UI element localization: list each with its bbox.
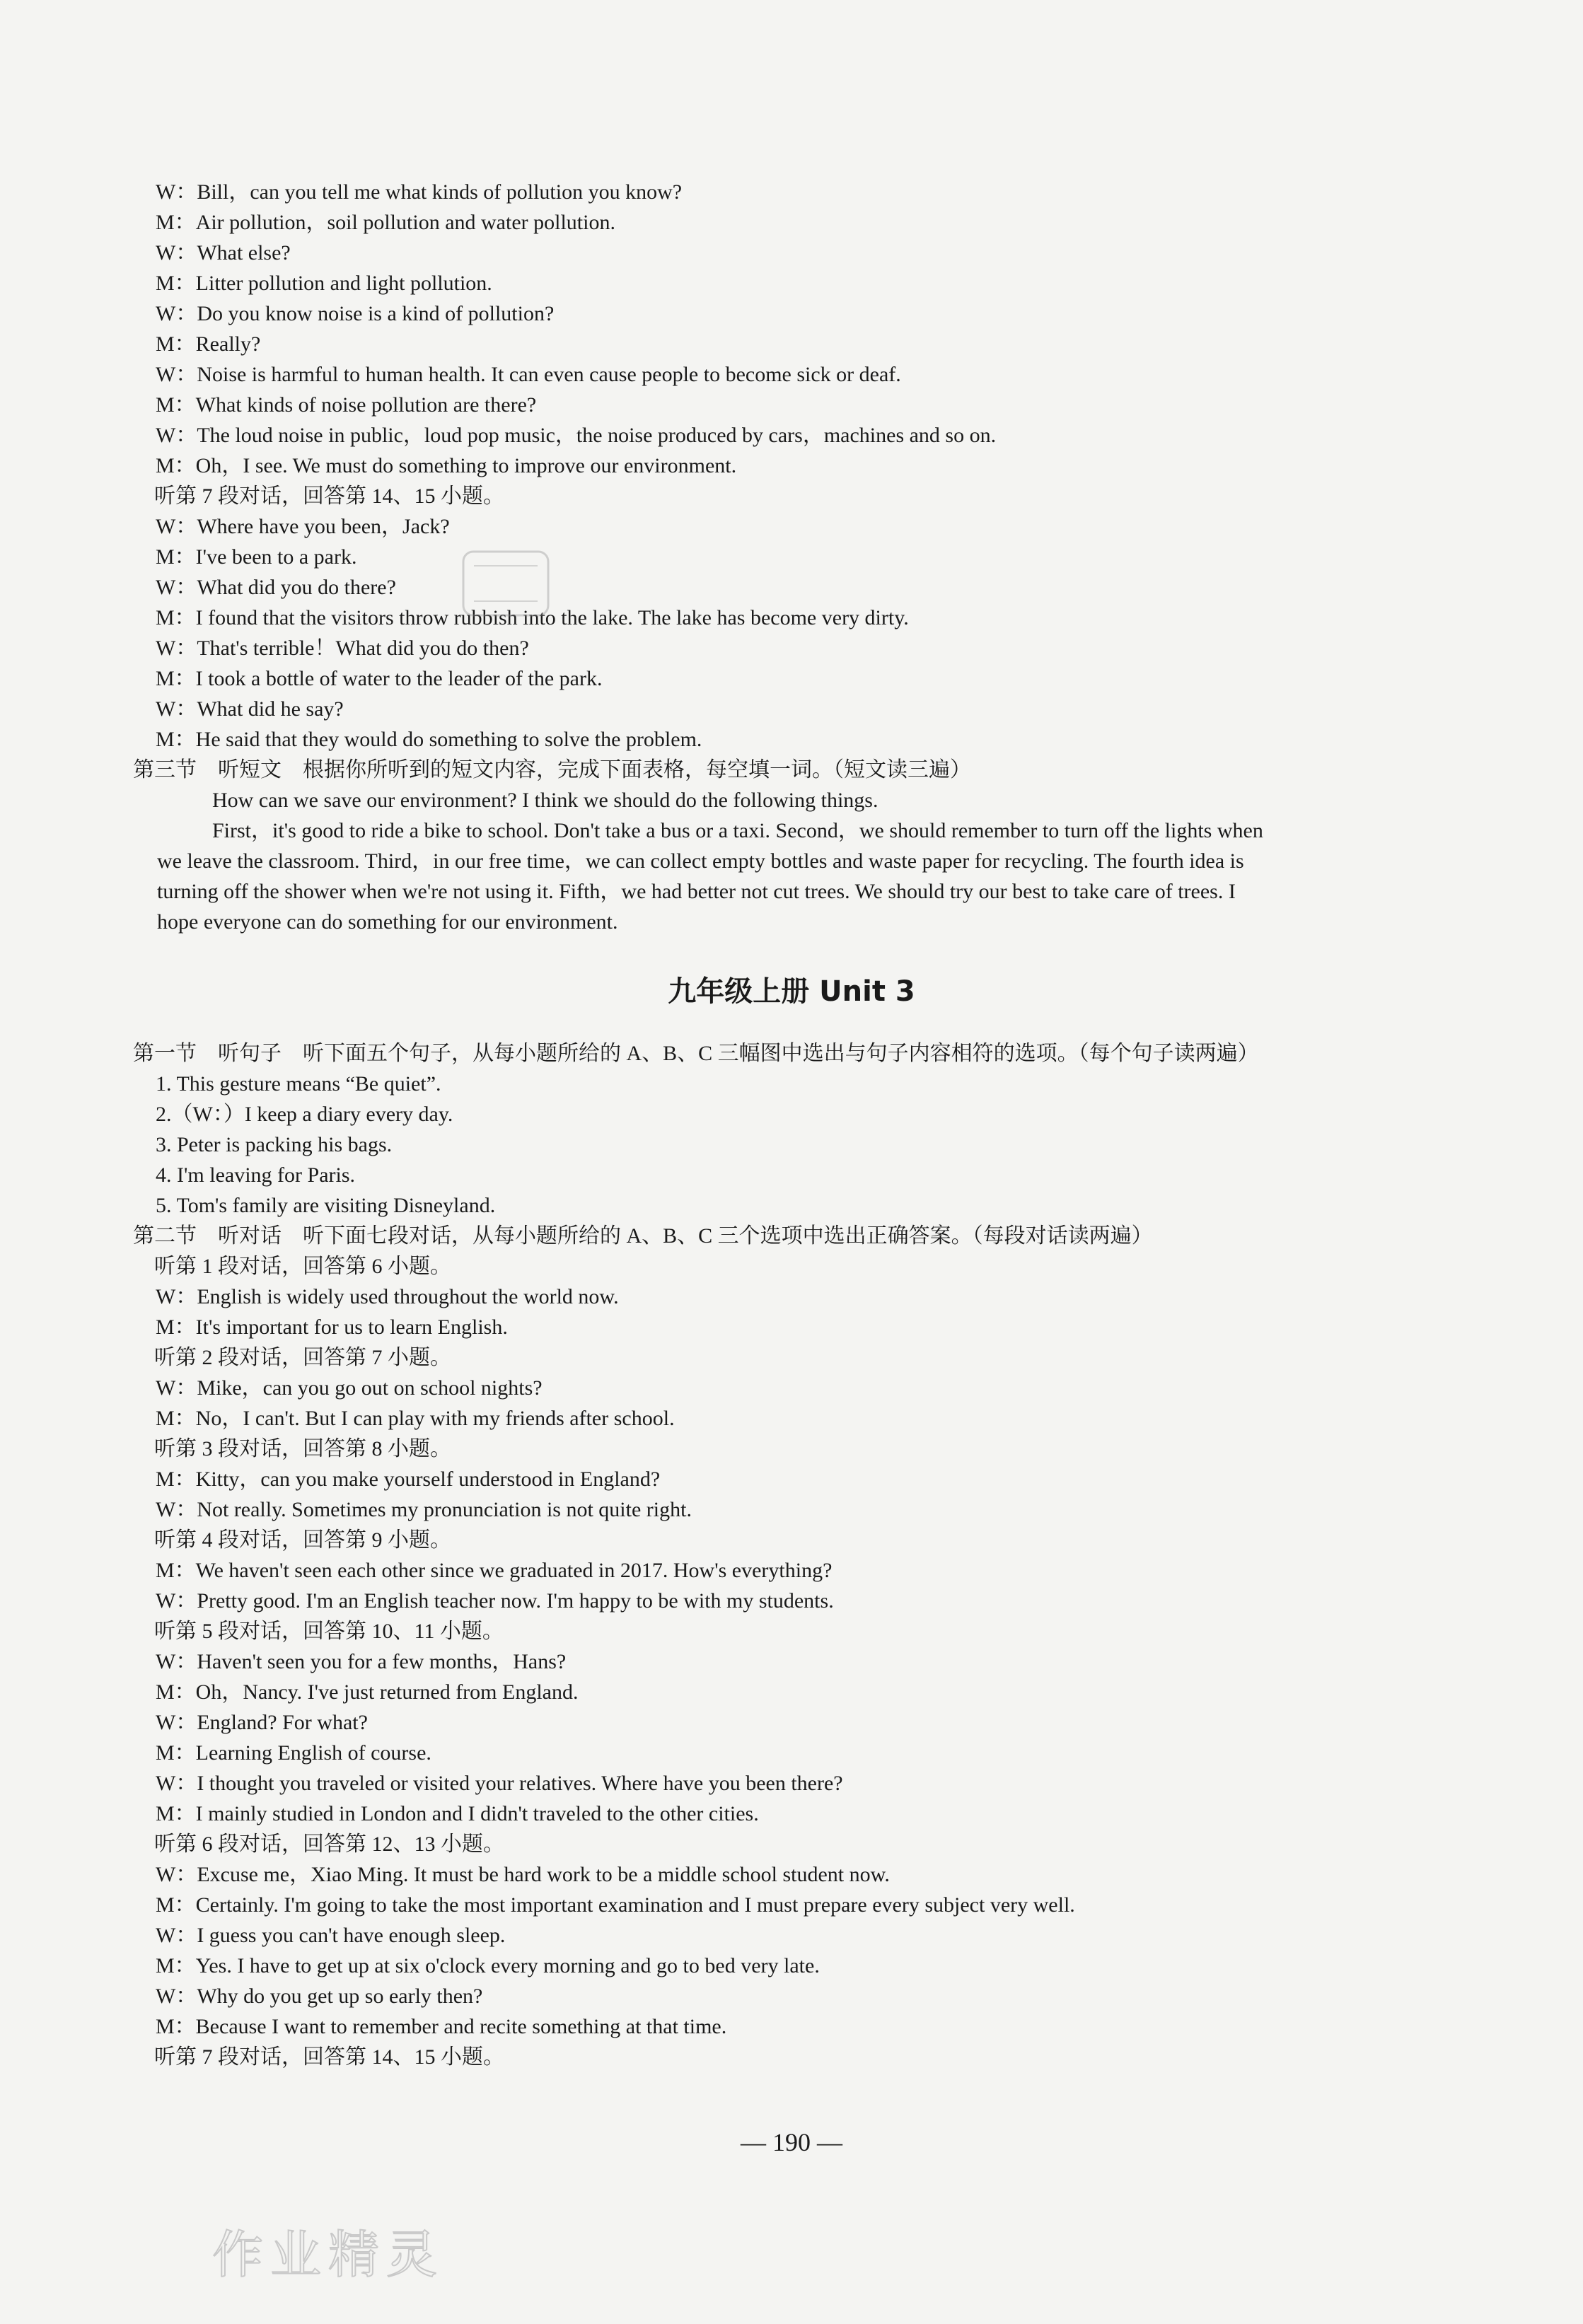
section-header: 第二节 听对话 听下面七段对话，从每小题所给的 A、B、C 三个选项中选出正确答案。（每段对话读两遍） bbox=[133, 1224, 1153, 1248]
dialogue-line: W：What did you do there? bbox=[156, 576, 396, 599]
dialogue-line: W：Pretty good. I'm an English teacher now. I'm happy to be with my students. bbox=[156, 1589, 834, 1613]
dialogue-line: M：I took a bottle of water to the leader of the park. bbox=[156, 667, 603, 690]
dialogue-line: W：Bill，can you tell me what kinds of pollution you know? bbox=[156, 180, 683, 204]
dialogue-line: M：What kinds of noise pollution are there? bbox=[156, 393, 537, 417]
dialogue-line: M：Really? bbox=[156, 332, 261, 356]
dialogue-line: M：He said that they would do something to solve the problem. bbox=[156, 728, 702, 751]
sentence-item: 1. This gesture means “Be quiet”. bbox=[156, 1072, 441, 1096]
dialogue-header: 听第 1 段对话，回答第 6 小题。 bbox=[154, 1255, 451, 1278]
passage-line: we leave the classroom. Third，in our free time，we can collect empty bottles and waste paper for recycling. The fourth idea is bbox=[157, 849, 1244, 873]
page-number: — 190 — bbox=[741, 2128, 842, 2156]
dialogue-line: W：What did he say? bbox=[156, 697, 344, 721]
dialogue-line: W：Where have you been，Jack? bbox=[156, 515, 450, 538]
dialogue-line: W：I guess you can't have enough sleep. bbox=[156, 1924, 506, 1947]
dialogue-line: W：The loud noise in public，loud pop music，the noise produced by cars，machines and so on. bbox=[156, 424, 997, 447]
passage-line: turning off the shower when we're not using it. Fifth，we had better not cut trees. We should try our best to take care of trees. I bbox=[157, 880, 1236, 903]
dialogue-line: M：I've been to a park. bbox=[156, 545, 357, 569]
dialogue-line: W：Excuse me，Xiao Ming. It must be hard work to be a middle school student now. bbox=[156, 1863, 890, 1886]
stamp-logo-icon bbox=[460, 545, 552, 622]
dialogue-line: M：No，I can't. But I can play with my friends after school. bbox=[156, 1407, 675, 1430]
dialogue-line: M：Learning English of course. bbox=[156, 1741, 431, 1765]
dialogue-line: W：Why do you get up so early then? bbox=[156, 1985, 483, 2008]
dialogue-line: W：England? For what? bbox=[156, 1711, 368, 1734]
dialogue-line: M：Oh，Nancy. I've just returned from England. bbox=[156, 1680, 579, 1704]
dialogue-line: W：That's terrible！What did you do then? bbox=[156, 637, 529, 660]
dialogue-line: M：I found that the visitors throw rubbish into the lake. The lake has become very dirty. bbox=[156, 606, 909, 629]
sentence-item: 5. Tom's family are visiting Disneyland. bbox=[156, 1194, 496, 1217]
section-header: 第一节 听句子 听下面五个句子，从每小题所给的 A、B、C 三幅图中选出与句子内容相符的选项。（每个句子读两遍） bbox=[133, 1042, 1259, 1065]
dialogue-header: 听第 6 段对话，回答第 12、13 小题。 bbox=[154, 1832, 504, 1856]
dialogue-line: W：What else? bbox=[156, 241, 291, 265]
sentence-item: 3. Peter is packing his bags. bbox=[156, 1133, 393, 1156]
sentence-item: 2.（W：）I keep a diary every day. bbox=[156, 1103, 453, 1126]
dialogue-line: W：Mike，can you go out on school nights? bbox=[156, 1376, 543, 1400]
passage-line: How can we save our environment? I think we should do the following things. bbox=[212, 789, 879, 812]
passage-line: First，it's good to ride a bike to school. Don't take a bus or a taxi. Second，we should remember to turn off the lights when bbox=[212, 819, 1263, 842]
dialogue-header: 听第 2 段对话，回答第 7 小题。 bbox=[154, 1346, 451, 1369]
watermark-logo: 作业精灵 bbox=[212, 2225, 445, 2284]
dialogue-header: 听第 7 段对话，回答第 14、15 小题。 bbox=[154, 2045, 504, 2069]
dialogue-line: W：Noise is harmful to human health. It can even cause people to become sick or deaf. bbox=[156, 363, 901, 386]
dialogue-line: W：Not really. Sometimes my pronunciation is not quite right. bbox=[156, 1498, 692, 1521]
dialogue-header: 听第 7 段对话，回答第 14、15 小题。 bbox=[154, 484, 504, 508]
dialogue-line: W：I thought you traveled or visited your relatives. Where have you been there? bbox=[156, 1772, 843, 1795]
dialogue-line: M：I mainly studied in London and I didn't traveled to the other cities. bbox=[156, 1802, 759, 1825]
dialogue-line: M：Yes. I have to get up at six o'clock every morning and go to bed very late. bbox=[156, 1954, 820, 1977]
dialogue-line: M：Certainly. I'm going to take the most important examination and I must prepare every subject very well. bbox=[156, 1893, 1075, 1917]
passage-line: hope everyone can do something for our environment. bbox=[157, 910, 618, 934]
dialogue-line: M：Air pollution，soil pollution and water pollution. bbox=[156, 211, 615, 234]
dialogue-line: W：Haven't seen you for a few months，Hans? bbox=[156, 1650, 567, 1673]
sentence-item: 4. I'm leaving for Paris. bbox=[156, 1163, 356, 1187]
dialogue-line: W：English is widely used throughout the world now. bbox=[156, 1285, 619, 1308]
dialogue-line: M：We haven't seen each other since we graduated in 2017. How's everything? bbox=[156, 1559, 833, 1582]
dialogue-line: M：Oh，I see. We must do something to improve our environment. bbox=[156, 454, 737, 477]
dialogue-line: M：It's important for us to learn English. bbox=[156, 1315, 508, 1339]
dialogue-line: M：Litter pollution and light pollution. bbox=[156, 272, 492, 295]
dialogue-line: M：Because I want to remember and recite something at that time. bbox=[156, 2015, 727, 2038]
dialogue-line: W：Do you know noise is a kind of pollution? bbox=[156, 302, 555, 325]
dialogue-line: M：Kitty，can you make yourself understood in England? bbox=[156, 1468, 661, 1491]
dialogue-header: 听第 5 段对话，回答第 10、11 小题。 bbox=[154, 1620, 504, 1643]
unit-title: 九年级上册 Unit 3 bbox=[668, 975, 915, 1008]
dialogue-header: 听第 3 段对话，回答第 8 小题。 bbox=[154, 1437, 451, 1460]
section-header: 第三节 听短文 根据你所听到的短文内容，完成下面表格，每空填一词。（短文读三遍） bbox=[133, 758, 971, 782]
dialogue-header: 听第 4 段对话，回答第 9 小题。 bbox=[154, 1528, 451, 1552]
